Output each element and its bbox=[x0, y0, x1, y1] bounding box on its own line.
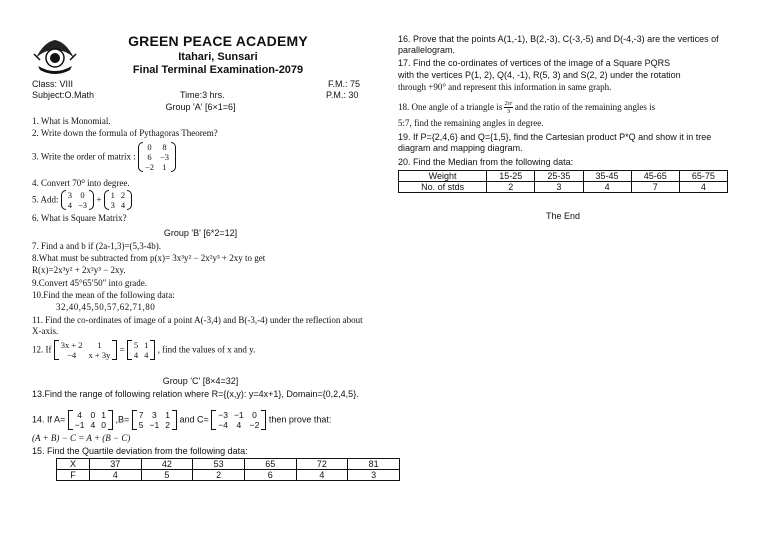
q15-table-cell: 42 bbox=[141, 459, 193, 470]
question-5 bbox=[32, 190, 132, 210]
full-marks-label: F.M.: 75 bbox=[328, 79, 361, 89]
q12-matrix-1 bbox=[54, 340, 118, 360]
q14-matrix-c-cell: −3 bbox=[218, 410, 228, 420]
q18-fraction-numerator: 2πᶜ bbox=[504, 100, 513, 107]
question-12-suffix: , find the values of x and y. bbox=[157, 344, 256, 355]
q14-matrix-b-cell: 7 bbox=[138, 410, 144, 420]
q3-matrix-cell: −3 bbox=[160, 152, 170, 162]
q14-matrix-a-row bbox=[72, 420, 109, 430]
q5-matrix-2 bbox=[104, 190, 133, 210]
q5-matrix-1 bbox=[61, 190, 94, 210]
q3-matrix-cell: 8 bbox=[162, 142, 167, 152]
q5-matrix-1-cell: 4 bbox=[67, 200, 73, 210]
q14-matrix-a-cell: 0 bbox=[101, 420, 106, 430]
q14-matrix-c-cell: 0 bbox=[252, 410, 257, 420]
q12-matrix-2-cell: 4 bbox=[144, 350, 149, 360]
plus-sign: + bbox=[96, 194, 102, 205]
q14-matrix-a-row bbox=[72, 410, 109, 420]
question-18-b: and the ratio of the remaining angles is bbox=[514, 102, 656, 112]
q14-matrix-c-cell: −2 bbox=[249, 420, 260, 430]
q20-table-cell: 2 bbox=[487, 182, 535, 193]
q15-table-cell: 53 bbox=[193, 459, 245, 470]
question-17-line3: through +90° and represent this information in same graph. bbox=[398, 82, 612, 92]
question-15: 15. Find the Quartile deviation from the following data: bbox=[32, 446, 248, 456]
q20-table-cell: Weight bbox=[399, 171, 487, 182]
question-6: 6. What is Square Matrix? bbox=[32, 213, 127, 223]
question-19: 19. If P={2,4,6} and Q={1,5}, find the Cartesian product P*Q and show it in tree diagram and mapping diagram. bbox=[398, 132, 712, 153]
question-7: 7. Find a and b if (2a-1,3)=(5,3-4b). bbox=[32, 241, 162, 251]
question-18 bbox=[398, 100, 655, 115]
equals-sign: = bbox=[119, 344, 125, 355]
q15-table-row bbox=[57, 470, 400, 481]
q20-table-cell: 45-65 bbox=[631, 171, 679, 182]
q20-table bbox=[398, 170, 728, 193]
q14-matrix-a bbox=[68, 410, 113, 430]
q12-matrix-1-cell: x + 3y bbox=[88, 350, 111, 360]
q5-matrix-2-cell: 2 bbox=[120, 190, 126, 200]
the-end-label: The End bbox=[546, 211, 581, 221]
q12-matrix-2-cell: 4 bbox=[133, 350, 139, 360]
q14-matrix-b-cell: 3 bbox=[151, 410, 157, 420]
question-18-a: 18. One angle of a triangle is bbox=[398, 102, 503, 112]
question-12 bbox=[32, 340, 255, 360]
q14-matrix-b-cell: −1 bbox=[149, 420, 160, 430]
q5-matrix-1-row bbox=[65, 200, 90, 210]
q5-matrix-2-row bbox=[108, 200, 129, 210]
question-13: 13.Find the range of following relation where R={(x,y): y=4x+1}, Domain={0,2,4,5}. bbox=[32, 389, 359, 399]
q3-matrix-row bbox=[142, 162, 172, 172]
q3-matrix bbox=[138, 142, 176, 172]
question-17-line2: with the vertices P(1, 2), Q(4, -1), R(5, 3) and S(2, 2) under the rotation bbox=[398, 70, 681, 80]
q15-table-cell: 4 bbox=[296, 470, 348, 481]
q14-matrix-b-row bbox=[136, 420, 173, 430]
q15-table-cell: 81 bbox=[348, 459, 400, 470]
q15-table-cell: F bbox=[57, 470, 90, 481]
q20-table-cell: 35-45 bbox=[583, 171, 631, 182]
q15-table-cell: 3 bbox=[348, 470, 400, 481]
school-location: Itahari, Sunsari bbox=[178, 51, 258, 63]
q20-table-row bbox=[399, 182, 728, 193]
q12-matrix-1-cell: −4 bbox=[67, 350, 77, 360]
q5-matrix-2-cell: 4 bbox=[120, 200, 126, 210]
q12-matrix-2-cell: 5 bbox=[133, 340, 139, 350]
time-label: Time:3 hrs. bbox=[180, 90, 225, 100]
question-10-data: 32,40,45,50,57,62,71,80 bbox=[56, 302, 156, 312]
q12-matrix-2-cell: 1 bbox=[144, 340, 149, 350]
q5-matrix-2-cell: 3 bbox=[110, 200, 115, 210]
question-14 bbox=[32, 410, 331, 430]
q14-matrix-a-cell: 1 bbox=[101, 410, 106, 420]
q5-matrix-1-cell: 0 bbox=[80, 190, 85, 200]
school-logo-icon bbox=[32, 36, 78, 76]
question-11: 11. Find the co-ordinates of image of a point A(-3,4) and B(-3,-4) under the reflection about X-axis. bbox=[32, 315, 363, 336]
q14-matrix-b-cell: 1 bbox=[165, 410, 170, 420]
q14-matrix-a-cell: 0 bbox=[90, 410, 96, 420]
question-17-line1: 17. Find the co-ordinates of vertices of the image of a Square PQRS bbox=[398, 58, 671, 68]
q20-table-cell: No. of stds bbox=[399, 182, 487, 193]
q20-table-cell: 4 bbox=[679, 182, 727, 193]
class-label: Class: VIII bbox=[32, 79, 74, 89]
q14-matrix-a-cell: 4 bbox=[90, 420, 96, 430]
question-14-suffix: then prove that: bbox=[268, 414, 332, 425]
q3-matrix-cell: 1 bbox=[162, 162, 167, 172]
group-a-title: Group 'A' [6×1=6] bbox=[165, 102, 236, 112]
q3-matrix-row bbox=[142, 142, 172, 152]
q20-table-cell: 7 bbox=[631, 182, 679, 193]
q15-table-cell: 4 bbox=[89, 470, 141, 481]
question-14-prefix: 14. If A= bbox=[32, 414, 66, 425]
subject-label: Subject:O.Math bbox=[32, 90, 95, 100]
question-9: 9.Convert 45°65′50″ into grade. bbox=[32, 278, 148, 288]
q15-table-cell: 37 bbox=[89, 459, 141, 470]
question-16: 16. Prove that the points A(1,-1), B(2,-3), C(-3,-5) and D(-4,-3) are the vertices of parallelogram. bbox=[398, 34, 719, 55]
q15-table-cell: X bbox=[57, 459, 90, 470]
q20-table-cell: 65-75 bbox=[679, 171, 727, 182]
exam-title: Final Terminal Examination-2079 bbox=[132, 64, 304, 76]
q15-table-cell: 2 bbox=[193, 470, 245, 481]
q12-matrix-2-row bbox=[131, 350, 152, 360]
question-3-text: 3. Write the order of matrix : bbox=[32, 151, 136, 162]
q14-matrix-c-row bbox=[215, 410, 262, 420]
school-name: GREEN PEACE ACADEMY bbox=[128, 33, 308, 49]
q3-matrix-cell: 6 bbox=[147, 152, 152, 162]
q12-matrix-1-cell: 1 bbox=[97, 340, 102, 350]
group-b-title: Group 'B' [6*2=12] bbox=[163, 228, 238, 238]
q5-matrix-2-cell: 1 bbox=[110, 190, 115, 200]
q18-fraction bbox=[504, 100, 512, 115]
q14-matrix-c-cell: −1 bbox=[233, 410, 244, 420]
q15-table-cell: 65 bbox=[244, 459, 296, 470]
q14-b-label: ,B= bbox=[115, 414, 130, 425]
q14-matrix-c bbox=[211, 410, 266, 430]
q20-table-row bbox=[399, 171, 728, 182]
q5-matrix-1-cell: −3 bbox=[78, 200, 88, 210]
group-c-title: Group 'C' [8×4=32] bbox=[162, 376, 239, 386]
q3-matrix-cell: −2 bbox=[144, 162, 154, 172]
q12-matrix-1-row bbox=[58, 350, 114, 360]
q15-table-cell: 5 bbox=[141, 470, 193, 481]
q14-matrix-b-row bbox=[136, 410, 173, 420]
question-18-c: 5:7, find the remaining angles in degree. bbox=[398, 118, 544, 128]
q15-table-cell: 6 bbox=[244, 470, 296, 481]
q18-fraction-denominator: 3 bbox=[506, 108, 511, 115]
q5-matrix-2-row bbox=[108, 190, 129, 200]
q12-matrix-2 bbox=[127, 340, 156, 360]
q20-table-cell: 25-35 bbox=[535, 171, 583, 182]
q14-matrix-b-cell: 5 bbox=[138, 420, 144, 430]
question-5-text: 5. Add: bbox=[32, 194, 59, 205]
q15-table bbox=[56, 458, 400, 481]
question-1: 1. What is Monomial. bbox=[32, 116, 111, 126]
question-2: 2. Write down the formula of Pythagoras Theorem? bbox=[32, 128, 218, 138]
pass-marks-label: P.M.: 30 bbox=[326, 90, 359, 100]
q14-matrix-c-cell: 4 bbox=[236, 420, 242, 430]
q12-matrix-1-cell: 3x + 2 bbox=[60, 340, 83, 350]
question-20: 20. Find the Median from the following data: bbox=[398, 157, 574, 167]
question-10: 10.Find the mean of the following data: bbox=[32, 290, 175, 300]
q14-matrix-b bbox=[132, 410, 177, 430]
q3-matrix-cell: 0 bbox=[147, 142, 152, 152]
question-12-prefix: 12. If bbox=[32, 344, 52, 355]
q12-matrix-1-row bbox=[58, 340, 114, 350]
q14-matrix-a-cell: −1 bbox=[74, 420, 85, 430]
question-8-line2: R(x)=2x³y² + 2x²y³ − 2xy. bbox=[32, 265, 126, 275]
q15-table-cell: 72 bbox=[296, 459, 348, 470]
q20-table-cell: 3 bbox=[535, 182, 583, 193]
q12-matrix-2-row bbox=[131, 340, 152, 350]
q14-matrix-c-cell: −4 bbox=[218, 420, 228, 430]
question-3 bbox=[32, 142, 176, 172]
q20-table-cell: 4 bbox=[583, 182, 631, 193]
q5-matrix-1-cell: 3 bbox=[67, 190, 73, 200]
q3-matrix-row bbox=[142, 152, 172, 162]
q14-matrix-b-cell: 2 bbox=[165, 420, 170, 430]
q20-table-cell: 15-25 bbox=[487, 171, 535, 182]
question-4: 4. Convert 70⁰ into degree. bbox=[32, 178, 130, 188]
q14-matrix-c-row bbox=[215, 420, 262, 430]
question-14-line2: (A + B) − C = A + (B − C) bbox=[32, 433, 131, 443]
q5-matrix-1-row bbox=[65, 190, 90, 200]
q14-c-label: and C= bbox=[179, 414, 209, 425]
q15-table-row bbox=[57, 459, 400, 470]
q14-matrix-a-cell: 4 bbox=[77, 410, 83, 420]
question-8-line1: 8.What must be subtracted from p(x)= 3x³y² − 2x²y³ + 2xy to get bbox=[32, 253, 266, 263]
